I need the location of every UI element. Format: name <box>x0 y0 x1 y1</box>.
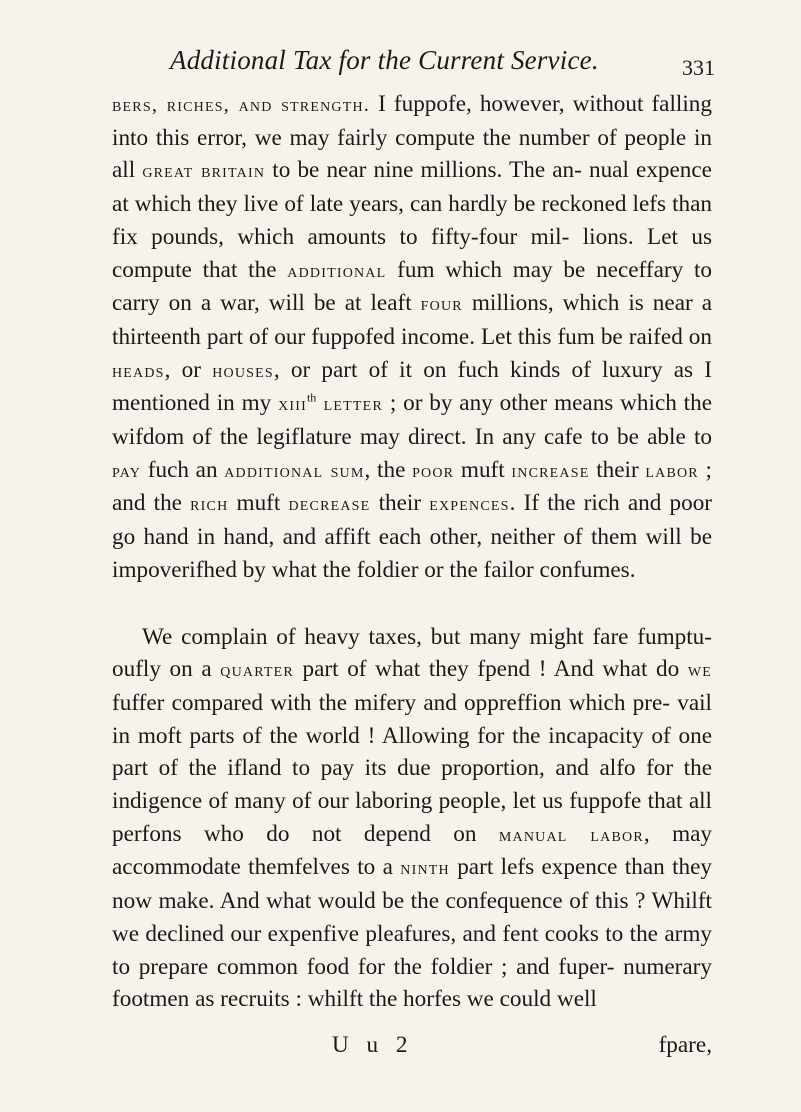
text-run: quarter <box>220 659 294 682</box>
text-run: fuch an <box>141 456 225 483</box>
text-run: four <box>420 293 463 316</box>
text-run: manual labor <box>498 823 644 846</box>
text-run: poor <box>412 459 455 482</box>
text-run: I fuppofe, however, without falling into this error, we may fairly compute the number of people in all <box>112 91 712 184</box>
text-run: , or part of it on fuch kinds of luxury as I mentioned in my <box>112 356 712 417</box>
text-run: additional <box>287 259 387 282</box>
text-run: part of what they fpend ! And what do <box>293 656 688 683</box>
text-run: fum which may be neceffary to carry on a war, will be at leaft <box>112 256 712 317</box>
signature-mark: U u 2 <box>332 1032 414 1058</box>
text-run: houses <box>212 359 274 382</box>
paragraph-gap <box>112 587 712 621</box>
text-run: labor <box>645 459 699 482</box>
text-run: fuffer compared with the mifery and oppreffion which pre- vail in moft parts of the world ! Allowing for the incapacity of one part of the ifland to pay its due proportion, and alfo for the indigence of many of our laboring people, let us fuppofe that all perfons who do not depend on <box>112 689 712 847</box>
page-footer <box>112 1032 712 1066</box>
text-run: heads <box>112 359 165 382</box>
text-run: additional sum <box>224 459 365 482</box>
text-run: expences <box>429 493 510 516</box>
paragraph-1 <box>112 88 712 587</box>
text-run: to be near nine millions. The an- nual expence at which they live of late years, can hardly be reckoned lefs than fix pounds, which amounts to fifty-four mil- lions. Let us compute that the <box>112 157 712 283</box>
text-run: ninth <box>400 857 450 880</box>
text-run: , the <box>364 456 413 483</box>
text-run: millions, which is near a thirteenth part of our fuppofed income. Let this fum be raifed on <box>112 290 713 350</box>
text-run: letter <box>316 393 383 416</box>
running-title: Additional Tax for the Current Service. <box>170 45 599 75</box>
text-run: part lefs expence than they now make. And what would be the confequence of this ? Whilft we declined our expenfive pleafures, and fent cooks to the army to prepare common food for the foldier ; and fuper- numerary footmen as recruits : whilft the horfes we could well <box>112 854 713 1013</box>
text-run: increase <box>511 459 590 482</box>
text-run: rich <box>190 493 229 516</box>
paragraph-2 <box>112 621 712 1016</box>
text-run: , may accommodate themfelves to a <box>112 820 713 881</box>
text-run: xiii <box>278 393 307 416</box>
text-run: bers, riches, and strength. <box>112 94 371 116</box>
page-header <box>170 45 715 85</box>
page-number: 331 <box>682 55 715 80</box>
text-run: pay <box>112 459 142 482</box>
catchword: fpare, <box>658 1032 712 1058</box>
text-run: their <box>589 456 646 483</box>
text-run: decrease <box>288 493 371 516</box>
text-run: muft <box>454 456 512 483</box>
text-run: , or <box>164 356 213 383</box>
body-text <box>112 88 712 1016</box>
text-run: we <box>687 659 712 682</box>
superscript: th <box>306 390 317 405</box>
text-run: ; and the <box>112 456 712 517</box>
text-run: . If the rich and poor go hand in hand, and affift each other, neither of them will be impoverifhed by what the foldier or the failor confumes. <box>112 490 713 583</box>
text-run: ; or by any other means which the wifdom of the legiflature may direct. In any cafe to be able to <box>112 390 712 451</box>
text-run: muft <box>228 490 289 517</box>
text-run: We complain of heavy taxes, but many might fare fumptu- oufly on a <box>112 623 712 683</box>
text-run: their <box>370 490 430 517</box>
text-run: great britain <box>142 160 266 183</box>
